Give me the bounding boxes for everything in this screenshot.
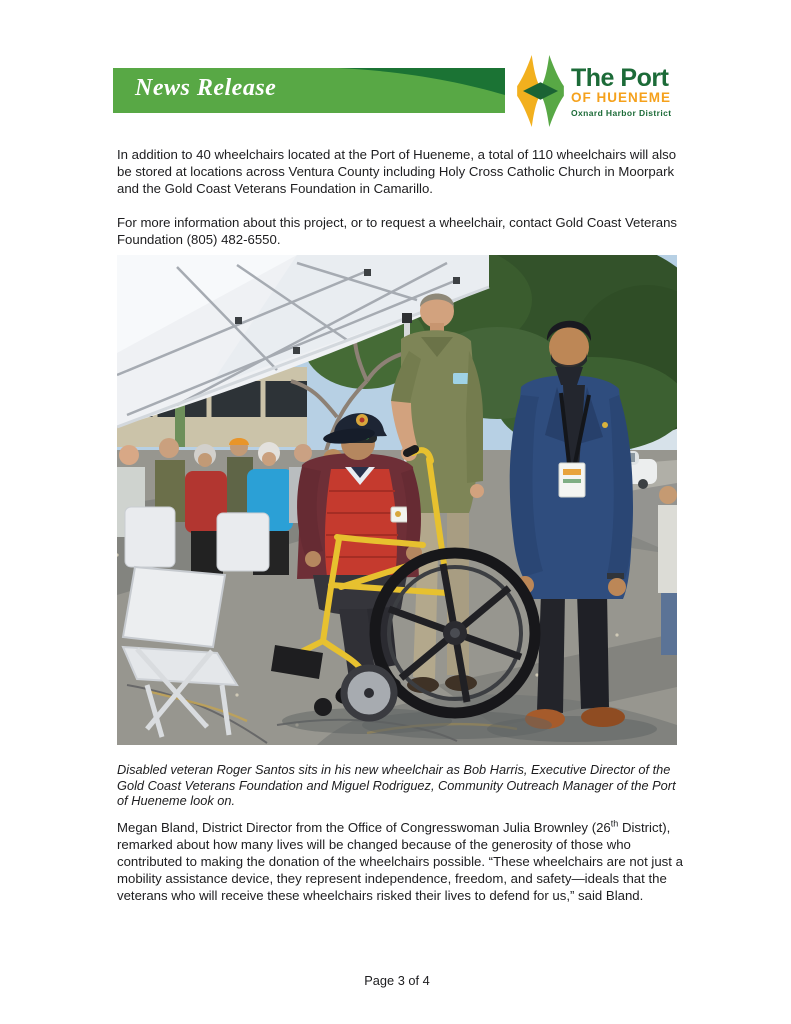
port-of-hueneme-logo (517, 55, 671, 127)
paragraph3-superscript: th (610, 818, 619, 829)
body-paragraph-1: In addition to 40 wheelchairs located at the Port of Hueneme, a total of 110 wheelchairs will also be stored at locations across Ventura County including Holy Cross Catholic Church in Moorpark and the Gold Coast Veterans Foundation in Camarillo. (117, 147, 677, 197)
page-number: Page 3 of 4 (364, 973, 430, 988)
paragraph3-text-continued: District), remarked about how many lives will be changed because of the generosity of those who contributed to making the donation of the wheelchairs possible. “These wheelchairs are not just a mobility assistance device, they represent independence, freedom, and safety—ideals that the veterans who will receive these wheelchairs risked their lives to defend for us,” said Bland. (117, 820, 683, 904)
port-logo-mark-icon (517, 55, 564, 127)
paragraph3-text: Megan Bland, District Director from the Office of Congresswoman Julia Brownley (26 (117, 820, 611, 836)
body-paragraph-3 (117, 819, 685, 904)
logo-subtitle: OF HUENEME (571, 90, 672, 105)
logo-text (571, 55, 671, 118)
banner-title: News Release (135, 75, 277, 101)
logo-tagline: Oxnard Harbor District (571, 108, 672, 118)
logo-title: The Port (571, 64, 669, 92)
news-release-banner (113, 68, 505, 113)
photo-caption: Disabled veteran Roger Santos sits in his new wheelchair as Bob Harris, Executive Director of the Gold Coast Veterans Foundation and Miguel Rodriguez, Community Outreach Manager of the Port of Hueneme look on. (117, 761, 676, 809)
event-photo (117, 255, 677, 745)
body-paragraph-2: For more information about this project, or to request a wheelchair, contact Gold Coast Veterans Foundation (805) 482-6550. (117, 215, 678, 248)
